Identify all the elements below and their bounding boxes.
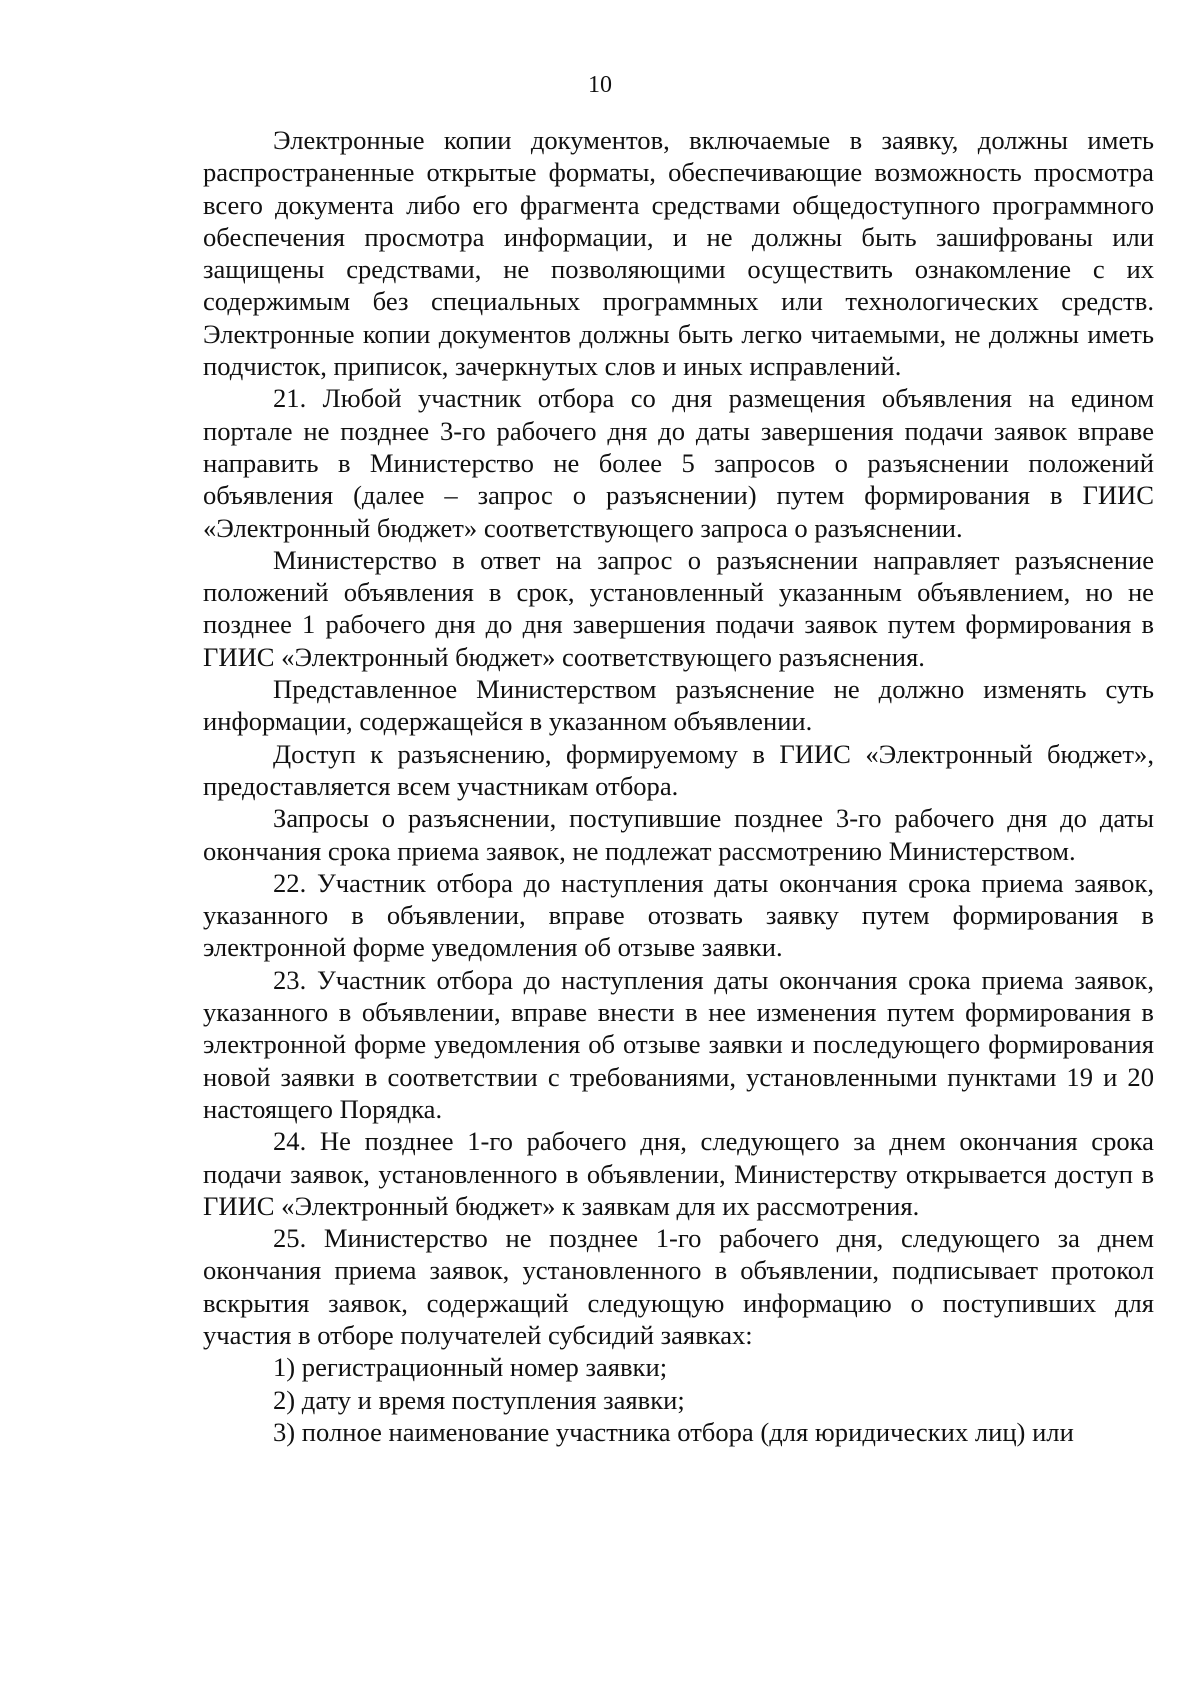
list-item-2: 2) дату и время поступления заявки; (273, 1384, 685, 1415)
document-body (203, 124, 1154, 1448)
paragraph-clarification-scope: Представленное Министерством разъяснение не должно изменять суть информации, содержащейся в указанном объявлении. (203, 674, 1154, 737)
page-number: 10 (588, 72, 612, 98)
paragraph-item-25: 25. Министерство не позднее 1-го рабочего дня, следующего за днем окончания приема заявок, установленного в объявлении, подписывает протокол вскрытия заявок, содержащий следующую информацию о поступивших для участия в отборе получателей субсидий заявках: (203, 1223, 1154, 1350)
paragraph-item-21: 21. Любой участник отбора со дня размещения объявления на едином портале не позднее 3-го рабочего дня до даты завершения подачи заявок вправе направить в Министерство не более 5 запросов о разъяснении положений объявления (далее – запрос о разъяснении) путем формирования в ГИИС «Электронный бюджет» соответствующего запроса о разъяснении. (203, 383, 1154, 543)
paragraph-electronic-copies: Электронные копии документов, включаемые в заявку, должны иметь распространенные открытые форматы, обеспечивающие возможность просмотра всего документа либо его фрагмента средствами общедоступного программного обеспечения просмотра информации, и не должны быть зашифрованы или защищены средствами, не позволяющими осуществить ознакомление с их содержимым без специальных программных или технологических средств. Электронные копии документов должны быть легко читаемыми, не должны иметь подчисток, приписок, зачеркнутых слов и иных исправлений. (203, 125, 1154, 382)
list-item-3: 3) полное наименование участника отбора (для юридических лиц) или (273, 1416, 1074, 1447)
paragraph-late-requests: Запросы о разъяснении, поступившие позднее 3-го рабочего дня до даты окончания срока приема заявок, не подлежат рассмотрению Министерством. (203, 803, 1154, 866)
paragraph-ministry-response: Министерство в ответ на запрос о разъяснении направляет разъяснение положений объявления в срок, установленный указанным объявлением, но не позднее 1 рабочего дня до дня завершения подачи заявок путем формирования в ГИИС «Электронный бюджет» соответствующего разъяснения. (203, 544, 1154, 672)
list-item-1: 1) регистрационный номер заявки; (273, 1352, 668, 1383)
paragraph-clarification-access: Доступ к разъяснению, формируемому в ГИИС «Электронный бюджет», предоставляется всем участникам отбора. (203, 738, 1154, 801)
paragraph-item-23: 23. Участник отбора до наступления даты окончания срока приема заявок, указанного в объявлении, вправе внести в нее изменения путем формирования в электронной форме уведомления об отзыве заявки и последующего формирования новой заявки в соответствии с требованиями, установленными пунктами 19 и 20 настоящего Порядка. (203, 964, 1154, 1124)
paragraph-item-24: 24. Не позднее 1-го рабочего дня, следующего за днем окончания срока подачи заявок, установленного в объявлении, Министерству открывается доступ в ГИИС «Электронный бюджет» к заявкам для их рассмотрения. (203, 1126, 1154, 1221)
paragraph-item-22: 22. Участник отбора до наступления даты окончания срока приема заявок, указанного в объявлении, вправе отозвать заявку путем формирования в электронной форме уведомления об отзыве заявки. (203, 867, 1154, 963)
